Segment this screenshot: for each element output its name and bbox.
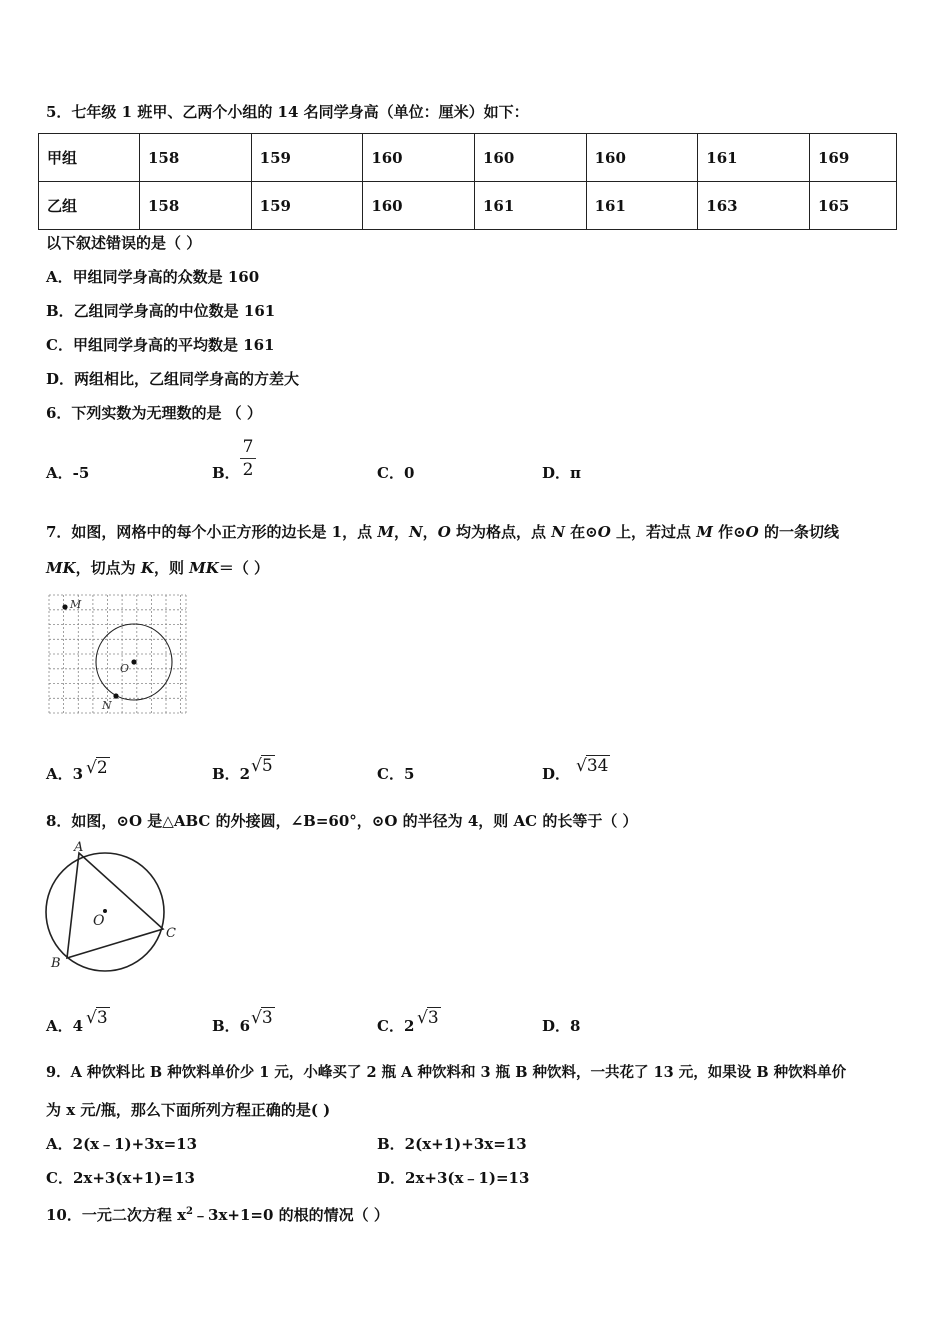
point-m-dot (62, 604, 67, 609)
q8-stem: 8．如图，⊙O 是△ABC 的外接圆，∠B=60°，⊙O 的半径为 4，则 AC 的长等于（ ） (46, 812, 638, 830)
table-cell: 163 (698, 182, 810, 230)
text-span: 7．如图，网格中的每个小正方形的边长是 1，点 (46, 523, 378, 541)
point-n: N (551, 523, 565, 541)
label-b: B (51, 956, 61, 971)
label-o: O (93, 913, 105, 929)
q9-option-b: B．2(x+1)+3x=13 (377, 1135, 527, 1153)
point-m: M (377, 523, 394, 541)
radicand: 34 (586, 756, 609, 776)
q9-stem-line1: 9．A 种饮料比 B 种饮料单价少 1 元，小峰买了 2 瓶 A 种饮料和 3 瓶 B 种饮料，一共花了 13 元，如果设 B 种饮料单价 (46, 1064, 847, 1081)
q7-option-a: A．3 (46, 765, 84, 783)
table-row (39, 134, 897, 182)
sqrt-3: √3 (86, 1008, 108, 1028)
q8-option-d: D．8 (542, 1017, 581, 1035)
height-table (38, 133, 897, 230)
q8-option-a: A．4 (46, 1017, 84, 1035)
q7-option-c: C．5 (377, 765, 415, 783)
table-cell: 161 (698, 134, 810, 182)
point-o: O (597, 523, 611, 541)
q6-option-a: A．-5 (46, 464, 90, 482)
q9-option-d: D．2x+3(x﹣1)=13 (377, 1169, 530, 1187)
table-cell: 乙组 (39, 182, 140, 230)
fraction-bar (240, 458, 256, 459)
radicand: 3 (261, 1008, 273, 1028)
table-cell: 甲组 (39, 134, 140, 182)
fraction-denominator: 2 (242, 460, 254, 480)
q7-option-b: B．2 (212, 765, 251, 783)
fraction-numerator: 7 (242, 437, 254, 457)
segment-mk: MK (189, 559, 219, 577)
q6-option-d: D．π (542, 464, 581, 482)
text-span: ， (422, 523, 438, 541)
text-span: ，切点为 (75, 559, 141, 577)
text-span: 作⊙ (712, 523, 746, 541)
sqrt-2: √2 (86, 758, 108, 778)
sqrt-3: √3 (251, 1008, 273, 1028)
table-cell: 160 (363, 182, 475, 230)
sqrt-5: √5 (251, 756, 273, 776)
q7-stem-line1 (46, 522, 839, 542)
point-o-dot (131, 659, 136, 664)
circumcircle-figure (42, 838, 182, 974)
q5-stem: 5．七年级 1 班甲、乙两个小组的 14 名同学身高（单位：厘米）如下： (46, 103, 529, 121)
label-a: A (74, 840, 84, 855)
text-span: 上，若过点 (610, 523, 697, 541)
table-cell: 160 (363, 134, 475, 182)
q6-option-b: B． (212, 464, 240, 482)
table-row (39, 182, 897, 230)
q9-stem-line2: 为 x 元/瓶，那么下面所列方程正确的是( ) (46, 1101, 331, 1119)
q9-option-a: A．2(x﹣1)+3x=13 (46, 1135, 198, 1153)
table-cell: 165 (810, 182, 897, 230)
table-cell: 160 (586, 134, 698, 182)
table-cell: 159 (251, 134, 363, 182)
table-cell: 161 (474, 182, 586, 230)
table-cell: 169 (810, 134, 897, 182)
point-o: O (437, 523, 451, 541)
exponent: 2 (186, 1206, 194, 1217)
q5-option-d: D．两组相比，乙组同学身高的方差大 (46, 370, 300, 388)
text-span: 的一条切线 (758, 523, 839, 541)
point-k: K (140, 559, 154, 577)
q6-stem: 6．下列实数为无理数的是 （ ） (46, 404, 262, 422)
q7-option-d: D． (542, 765, 571, 783)
grid-circle-figure (46, 592, 190, 716)
label-c: C (166, 926, 176, 941)
text-span: 均为格点，点 (450, 523, 552, 541)
radicand: 3 (96, 1008, 108, 1028)
text-span: 在⊙ (564, 523, 598, 541)
q5-option-a: A．甲组同学身高的众数是 160 (46, 268, 260, 286)
point-o: O (745, 523, 759, 541)
text-span: 10．一元二次方程 x (46, 1206, 187, 1224)
table-cell: 159 (251, 182, 363, 230)
q5-option-c: C．甲组同学身高的平均数是 161 (46, 336, 275, 354)
q7-stem-line2 (46, 558, 269, 578)
point-n: N (408, 523, 423, 541)
table-cell: 160 (474, 134, 586, 182)
table-cell: 161 (586, 182, 698, 230)
text-span: ， (393, 523, 409, 541)
text-span: ﹣3x+1=0 的根的情况（ ） (193, 1206, 389, 1224)
q10-stem (46, 1202, 389, 1225)
q5-question: 以下叙述错误的是（ ） (46, 234, 202, 252)
label-n: N (102, 699, 112, 712)
label-o: O (120, 662, 130, 675)
q5-option-b: B．乙组同学身高的中位数是 161 (46, 302, 276, 320)
radicand: 2 (96, 758, 108, 778)
table-cell: 158 (140, 134, 252, 182)
fraction-seven-halves (240, 438, 256, 479)
text-span: ，则 (153, 559, 190, 577)
point-m: M (696, 523, 713, 541)
q9-option-c: C．2x+3(x+1)=13 (46, 1169, 195, 1187)
radicand: 3 (427, 1008, 439, 1028)
q8-option-b: B．6 (212, 1017, 251, 1035)
text-span: ＝（ ） (218, 559, 270, 577)
point-n-dot (113, 693, 118, 698)
segment-mk: MK (46, 559, 76, 577)
radicand: 5 (261, 756, 273, 776)
table-cell: 158 (140, 182, 252, 230)
q8-option-c: C．2 (377, 1017, 415, 1035)
label-m: M (70, 598, 82, 611)
triangle-abc (67, 853, 163, 958)
sqrt-34: √34 (576, 756, 609, 776)
q6-option-c: C．0 (377, 464, 415, 482)
sqrt-3: √3 (417, 1008, 439, 1028)
